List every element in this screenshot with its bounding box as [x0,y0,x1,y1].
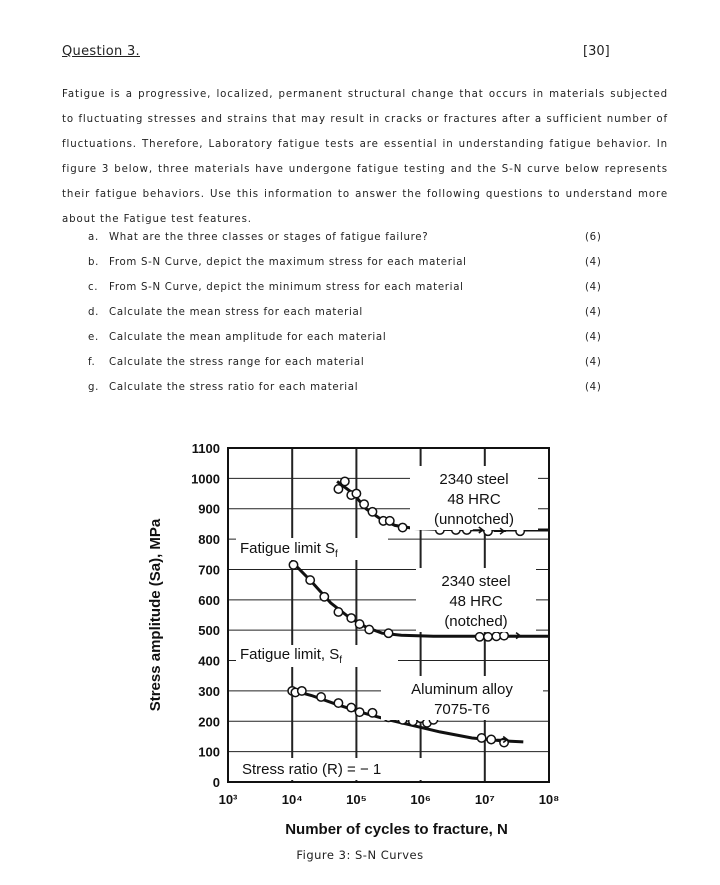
y-tick-label: 200 [198,714,220,730]
series-label: Aluminum alloy [411,681,513,698]
data-point [500,631,508,639]
y-tick-label: 700 [198,562,220,578]
data-point [360,500,368,508]
annotation-label: Fatigue limit, $S_f$ [240,646,342,666]
x-tick-label: 10³ [218,792,238,807]
data-point [365,625,373,633]
data-point [334,608,342,616]
data-point [347,614,355,622]
y-tick-label: 500 [198,623,220,639]
data-point [320,593,328,601]
series-label: 48 HRC [449,593,503,610]
y-tick-label: 400 [198,653,220,669]
item-letter: f. [88,357,96,368]
item-marks: (4) [585,332,602,343]
y-tick-label: 1000 [191,471,220,487]
question-title: Question 3. [62,44,140,59]
data-point [317,693,325,701]
data-point [352,489,360,497]
y-tick-label: 100 [198,744,220,760]
item-text: Calculate the mean stress for each material [109,307,363,318]
data-point [355,708,363,716]
data-point [289,561,297,569]
item-text: From S-N Curve, depict the minimum stress for each material [109,282,464,293]
data-point [306,576,314,584]
y-axis-title: Stress amplitude (Sa), MPa [147,518,164,712]
item-marks: (4) [585,307,602,318]
item-text: Calculate the stress ratio for each material [109,382,359,393]
item-marks: (6) [585,232,602,243]
data-point [368,709,376,717]
data-point [368,508,376,516]
y-tick-label: 600 [198,592,220,608]
y-tick-label: 300 [198,683,220,699]
x-tick-label: 10⁵ [346,792,367,807]
x-tick-label: 10⁶ [410,792,431,807]
series-label: (notched) [444,613,508,630]
item-text: Calculate the mean amplitude for each material [109,332,387,343]
data-point [384,629,392,637]
data-point [487,735,495,743]
x-axis-title: Number of cycles to fracture, N [285,821,508,838]
y-tick-label: 800 [198,532,220,548]
data-point [334,699,342,707]
figure-caption: Figure 3: S-N Curves [296,848,424,862]
data-point [484,633,492,641]
item-letter: e. [88,332,99,343]
intro-paragraph: Fatigue is a progressive, localized, permanent structural change that occurs in materials subjected to fluctuating stresses and strains that may result in cracks or fractures after a sufficient number of fluctuations. Therefore, Laboratory fatigue tests are essential in understanding fatigue behavior. In figure 3 below, three materials have undergone fatigue testing and the S-N curve below represents their fatigue behaviors. Use this information to answer the following questions to understand more about the Fatigue test features. [62,89,668,225]
series-label: 2340 steel [441,573,511,590]
series-label: 7075-T6 [434,701,490,718]
y-tick-label: 900 [198,501,220,517]
item-marks: (4) [585,357,602,368]
item-letter: c. [88,282,99,293]
x-tick-label: 10⁷ [474,792,495,807]
item-text: From S-N Curve, depict the maximum stress for each material [109,257,467,268]
data-point [475,633,483,641]
question-marks: [30] [583,44,610,59]
data-point [355,620,363,628]
series-label: 48 HRC [447,491,501,508]
data-point [347,703,355,711]
data-point [298,687,306,695]
data-point [341,477,349,485]
item-letter: g. [88,382,100,393]
item-letter: d. [88,307,100,318]
series-label: (unnotched) [433,511,515,528]
item-text: Calculate the stress range for each material [109,357,365,368]
data-point [477,734,485,742]
x-tick-label: 10⁴ [281,792,303,807]
item-marks: (4) [585,257,602,268]
item-marks: (4) [585,282,602,293]
data-point [334,485,342,493]
annotation-label: Stress ratio (R) = − 1 [242,761,382,778]
y-tick-label: 0 [212,775,220,790]
data-point [398,523,406,531]
item-letter: a. [88,232,99,243]
y-tick-label: 1100 [191,441,220,456]
item-marks: (4) [585,382,602,393]
data-point [386,517,394,525]
item-letter: b. [88,257,100,268]
item-text: What are the three classes or stages of fatigue failure? [109,232,429,243]
series-label: 2340 steel [439,471,509,488]
annotation-label: Fatigue limit $S_f$ [240,540,338,560]
x-tick-label: 10⁸ [538,792,560,807]
